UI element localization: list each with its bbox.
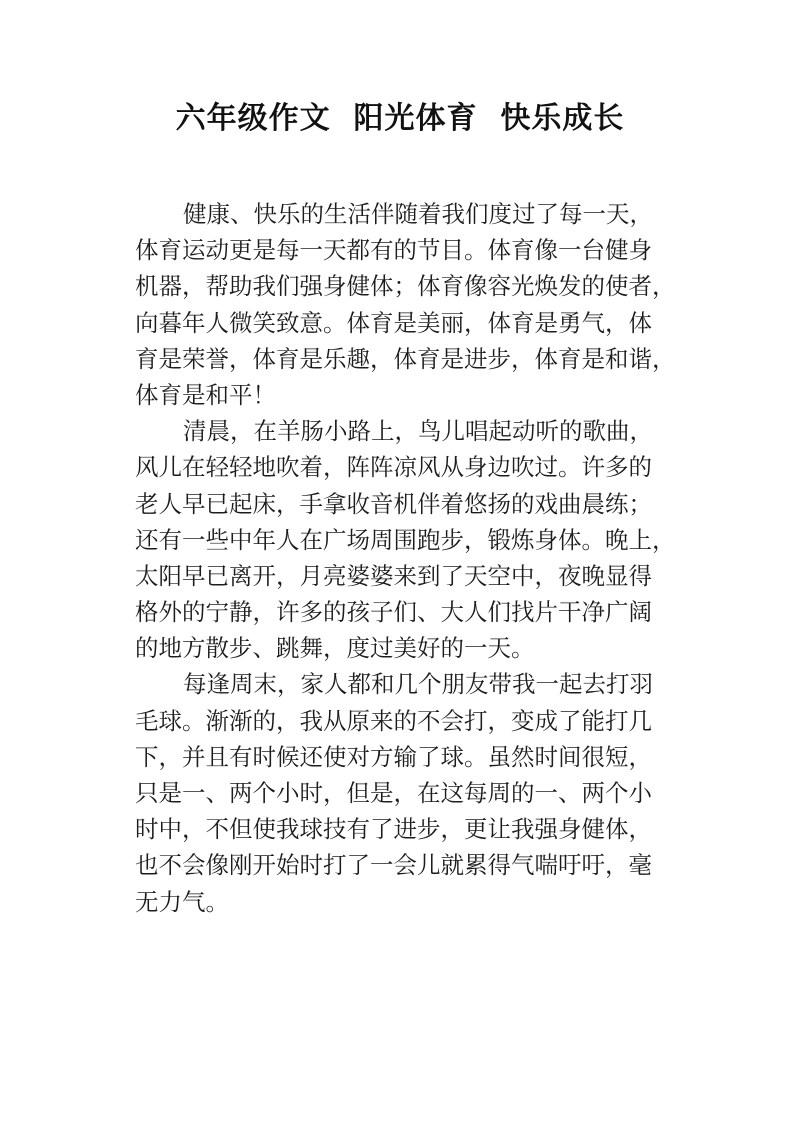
paragraph-1 <box>135 196 675 413</box>
text-line: 育是荣誉，体育是乐趣，体育是进步，体育是和谐， <box>135 344 676 373</box>
text-line: 体育运动更是每一天都有的节目。体育像一台健身 <box>135 236 652 265</box>
text-line: 向暮年人微笑致意。体育是美丽，体育是勇气，体 <box>135 308 652 337</box>
text-line: 太阳早已离开，月亮婆婆来到了天空中，夜晚显得 <box>135 561 652 590</box>
text-line: 机器，帮助我们强身健体；体育像容光焕发的使者， <box>135 272 676 301</box>
document-title: 六年级作文 阳光体育 快乐成长 <box>175 101 625 136</box>
text-line: 时中，不但使我球技有了进步，更让我强身健体， <box>135 815 652 844</box>
document-body <box>135 196 675 920</box>
text-line: 健康、快乐的生活伴随着我们度过了每一天， <box>183 200 653 228</box>
text-line: 的地方散步、跳舞，度过美好的一天。 <box>135 634 535 663</box>
text-line: 只是一、两个小时，但是，在这每周的一、两个小 <box>135 779 652 807</box>
text-line: 还有一些中年人在广场周围跑步，锻炼身体。晚上， <box>135 525 676 554</box>
text-line: 清晨，在羊肠小路上，鸟儿唱起动听的歌曲， <box>183 417 653 446</box>
text-line: 无力气。 <box>135 887 229 916</box>
text-line: 毛球。渐渐的，我从原来的不会打，变成了能打几 <box>135 706 652 735</box>
text-line: 下，并且有时候还使对方输了球。虽然时间很短， <box>135 742 652 771</box>
text-line: 体育是和平！ <box>135 380 276 409</box>
paragraph-3 <box>135 666 675 919</box>
text-line: 也不会像刚开始时打了一会儿就累得气喘吁吁，毫 <box>135 851 652 880</box>
text-line: 老人早已起床，手拿收音机伴着悠扬的戏曲晨练； <box>135 489 652 518</box>
paragraph-2 <box>135 413 675 666</box>
text-line: 格外的宁静，许多的孩子们、大人们找片干净广阔 <box>135 598 652 627</box>
text-line: 风儿在轻轻地吹着，阵阵凉风从身边吹过。许多的 <box>135 453 652 482</box>
text-line: 每逢周末，家人都和几个朋友带我一起去打羽 <box>183 670 653 699</box>
